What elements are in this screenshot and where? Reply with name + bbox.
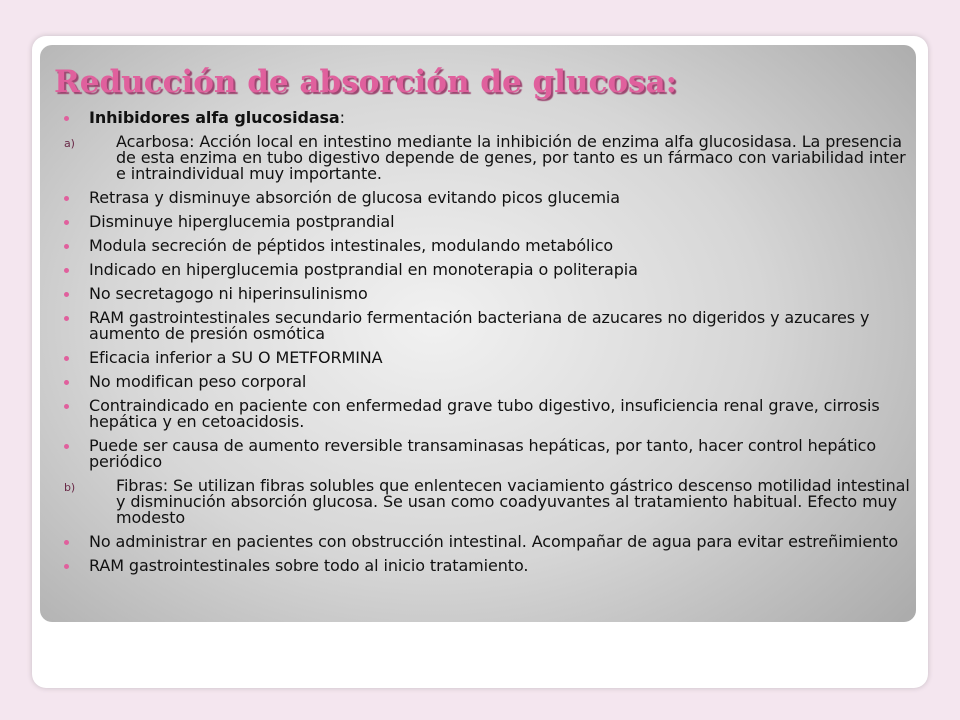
list-marker-a: a) (64, 137, 75, 150)
item-a-text: Acarbosa: Acción local en intestino mediante la inhibición de enzima alfa glucosidasa. La presencia de esta enzima en tubo digestivo depende de genes, por tanto es un fármaco con variabilidad inter e intraindividual muy importante. (116, 132, 906, 183)
bullet-item: No administrar en pacientes con obstrucción intestinal. Acompañar de agua para evitar estreñimiento (64, 534, 912, 550)
bullet-item-heading (64, 110, 912, 126)
item-b-text: Fibras: Se utilizan fibras solubles que enlentecen vaciamiento gástrico descenso motilidad intestinal y disminución absorción glucosa. Se usan como coadyuvantes al tratamiento habitual. Efecto muy modesto (116, 476, 910, 527)
bullet-item: RAM gastrointestinales sobre todo al inicio tratamiento. (64, 558, 912, 574)
bullet-item: Contraindicado en paciente con enfermedad grave tubo digestivo, insuficiencia renal grave, cirrosis hepática y en cetoacidosis. (64, 398, 912, 430)
bullet-item: No modifican peso corporal (64, 374, 912, 390)
slide-body (64, 110, 912, 582)
bullet-item: RAM gastrointestinales secundario fermentación bacteriana de azucares no digeridos y azucares y aumento de presión osmótica (64, 310, 912, 342)
bullet-item: Modula secreción de péptidos intestinales, modulando metabólico (64, 238, 912, 254)
bullet-item: Indicado en hiperglucemia postprandial en monoterapia o politerapia (64, 262, 912, 278)
bullet-item: Disminuye hiperglucemia postprandial (64, 214, 912, 230)
bullet-item: Puede ser causa de aumento reversible transaminasas hepáticas, por tanto, hacer control hepático periódico (64, 438, 912, 470)
bullet-item: Retrasa y disminuye absorción de glucosa evitando picos glucemia (64, 190, 912, 206)
lettered-item-a (64, 134, 912, 182)
heading-colon: : (339, 108, 345, 127)
bullet-item: No secretagogo ni hiperinsulinismo (64, 286, 912, 302)
list-marker-b: b) (64, 481, 76, 494)
lettered-item-b (64, 478, 912, 526)
bullet-item: Eficacia inferior a SU O METFORMINA (64, 350, 912, 366)
slide-title: Reducción de absorción de glucosa: (54, 64, 678, 100)
heading-bold-text: Inhibidores alfa glucosidasa (89, 108, 340, 127)
